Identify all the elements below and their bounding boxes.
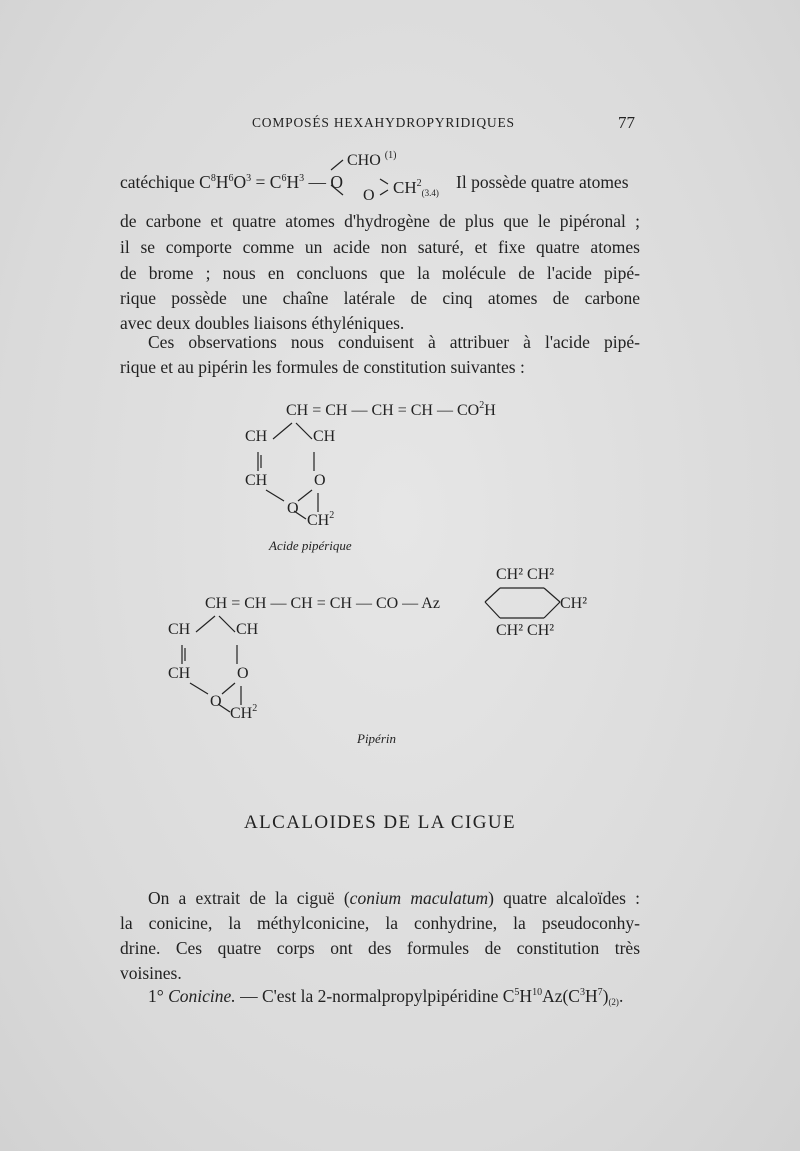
piperidine-top: CH² CH² (496, 566, 555, 583)
equals-sign: = (255, 172, 266, 192)
page-number: 77 (618, 113, 635, 132)
cho-group: CHO (347, 152, 381, 169)
running-header: COMPOSÉS HEXAHYDROPYRIDIQUES (252, 115, 515, 130)
methylene-group: CH (393, 178, 417, 197)
formula-tail: Il possède quatre atomes (456, 172, 629, 192)
section-title: ALCALOIDES DE LA CIGUE (244, 812, 516, 833)
piperin-chain: CH = CH — CH = CH — CO — Az (205, 595, 440, 612)
piperidine-right: CH² (560, 595, 588, 612)
piperidine-bottom: CH² CH² (496, 622, 555, 639)
latin-name: conium maculatum (349, 888, 489, 908)
piperin-caption: Pipérin (357, 731, 396, 746)
conicine-item: 1° Conicine. — C'est la 2-normalpropylpipéridine $C^5H^{10}Az(C^3H^7)_{(2)}$. (148, 986, 624, 1007)
o-dash: — O (308, 172, 343, 192)
acide-chain: CH = CH — CH = CH — CO (286, 402, 480, 419)
ring-oxygen: O (363, 187, 375, 204)
formula-lead: catéchique C (120, 172, 211, 192)
acide-caption: Acide pipérique (269, 538, 352, 553)
document-page: COMPOSÉS HEXAHYDROPYRIDIQUES 77 catéchique $C^8H^6O^3 = C^6H^3$ — O CHO $^{(1)}$ O $CH^2_{(3.4)}$ Il possède quatre atomes de carbone et quatre atomes d'hydrogène de plus que le pipéronal ; il se comporte comme un acide non saturé, et fixe quatre atomes de brome ; nous en concluons que la molécule de l'acide pipé- rique possède une chaîne latérale de cinq atomes de carbone avec deux doubles liaisons éthyléniques. Ces observations nous conduisent à attribuer à l'acide pipé- rique et au pipérin les formules de constitution suivantes : CH = CH — CH = CH — $CO^2H$ CH CH CH O O $CH^2$ Acide pipérique CH² CH² CH = CH — CH = CH — CO — Az CH² CH² CH² CH CH CH O O $CH^2$ Pipérin ALCALOIDES DE LA CIGUE On a extrait de la ciguë (conium maculatum) quatre alcaloïdes : la conicine, la méthylconicine, la conhydrine, la pseudoconhy- drine. Ces quatre corps ont des formules de constitution très voisines. 1° Conicine. — C'est la 2-normalpropylpipéridine $C^5H^{10}Az(C^3H^7)_{(2)}$. (0, 0, 800, 1151)
conicine-name: Conicine. (168, 986, 236, 1006)
